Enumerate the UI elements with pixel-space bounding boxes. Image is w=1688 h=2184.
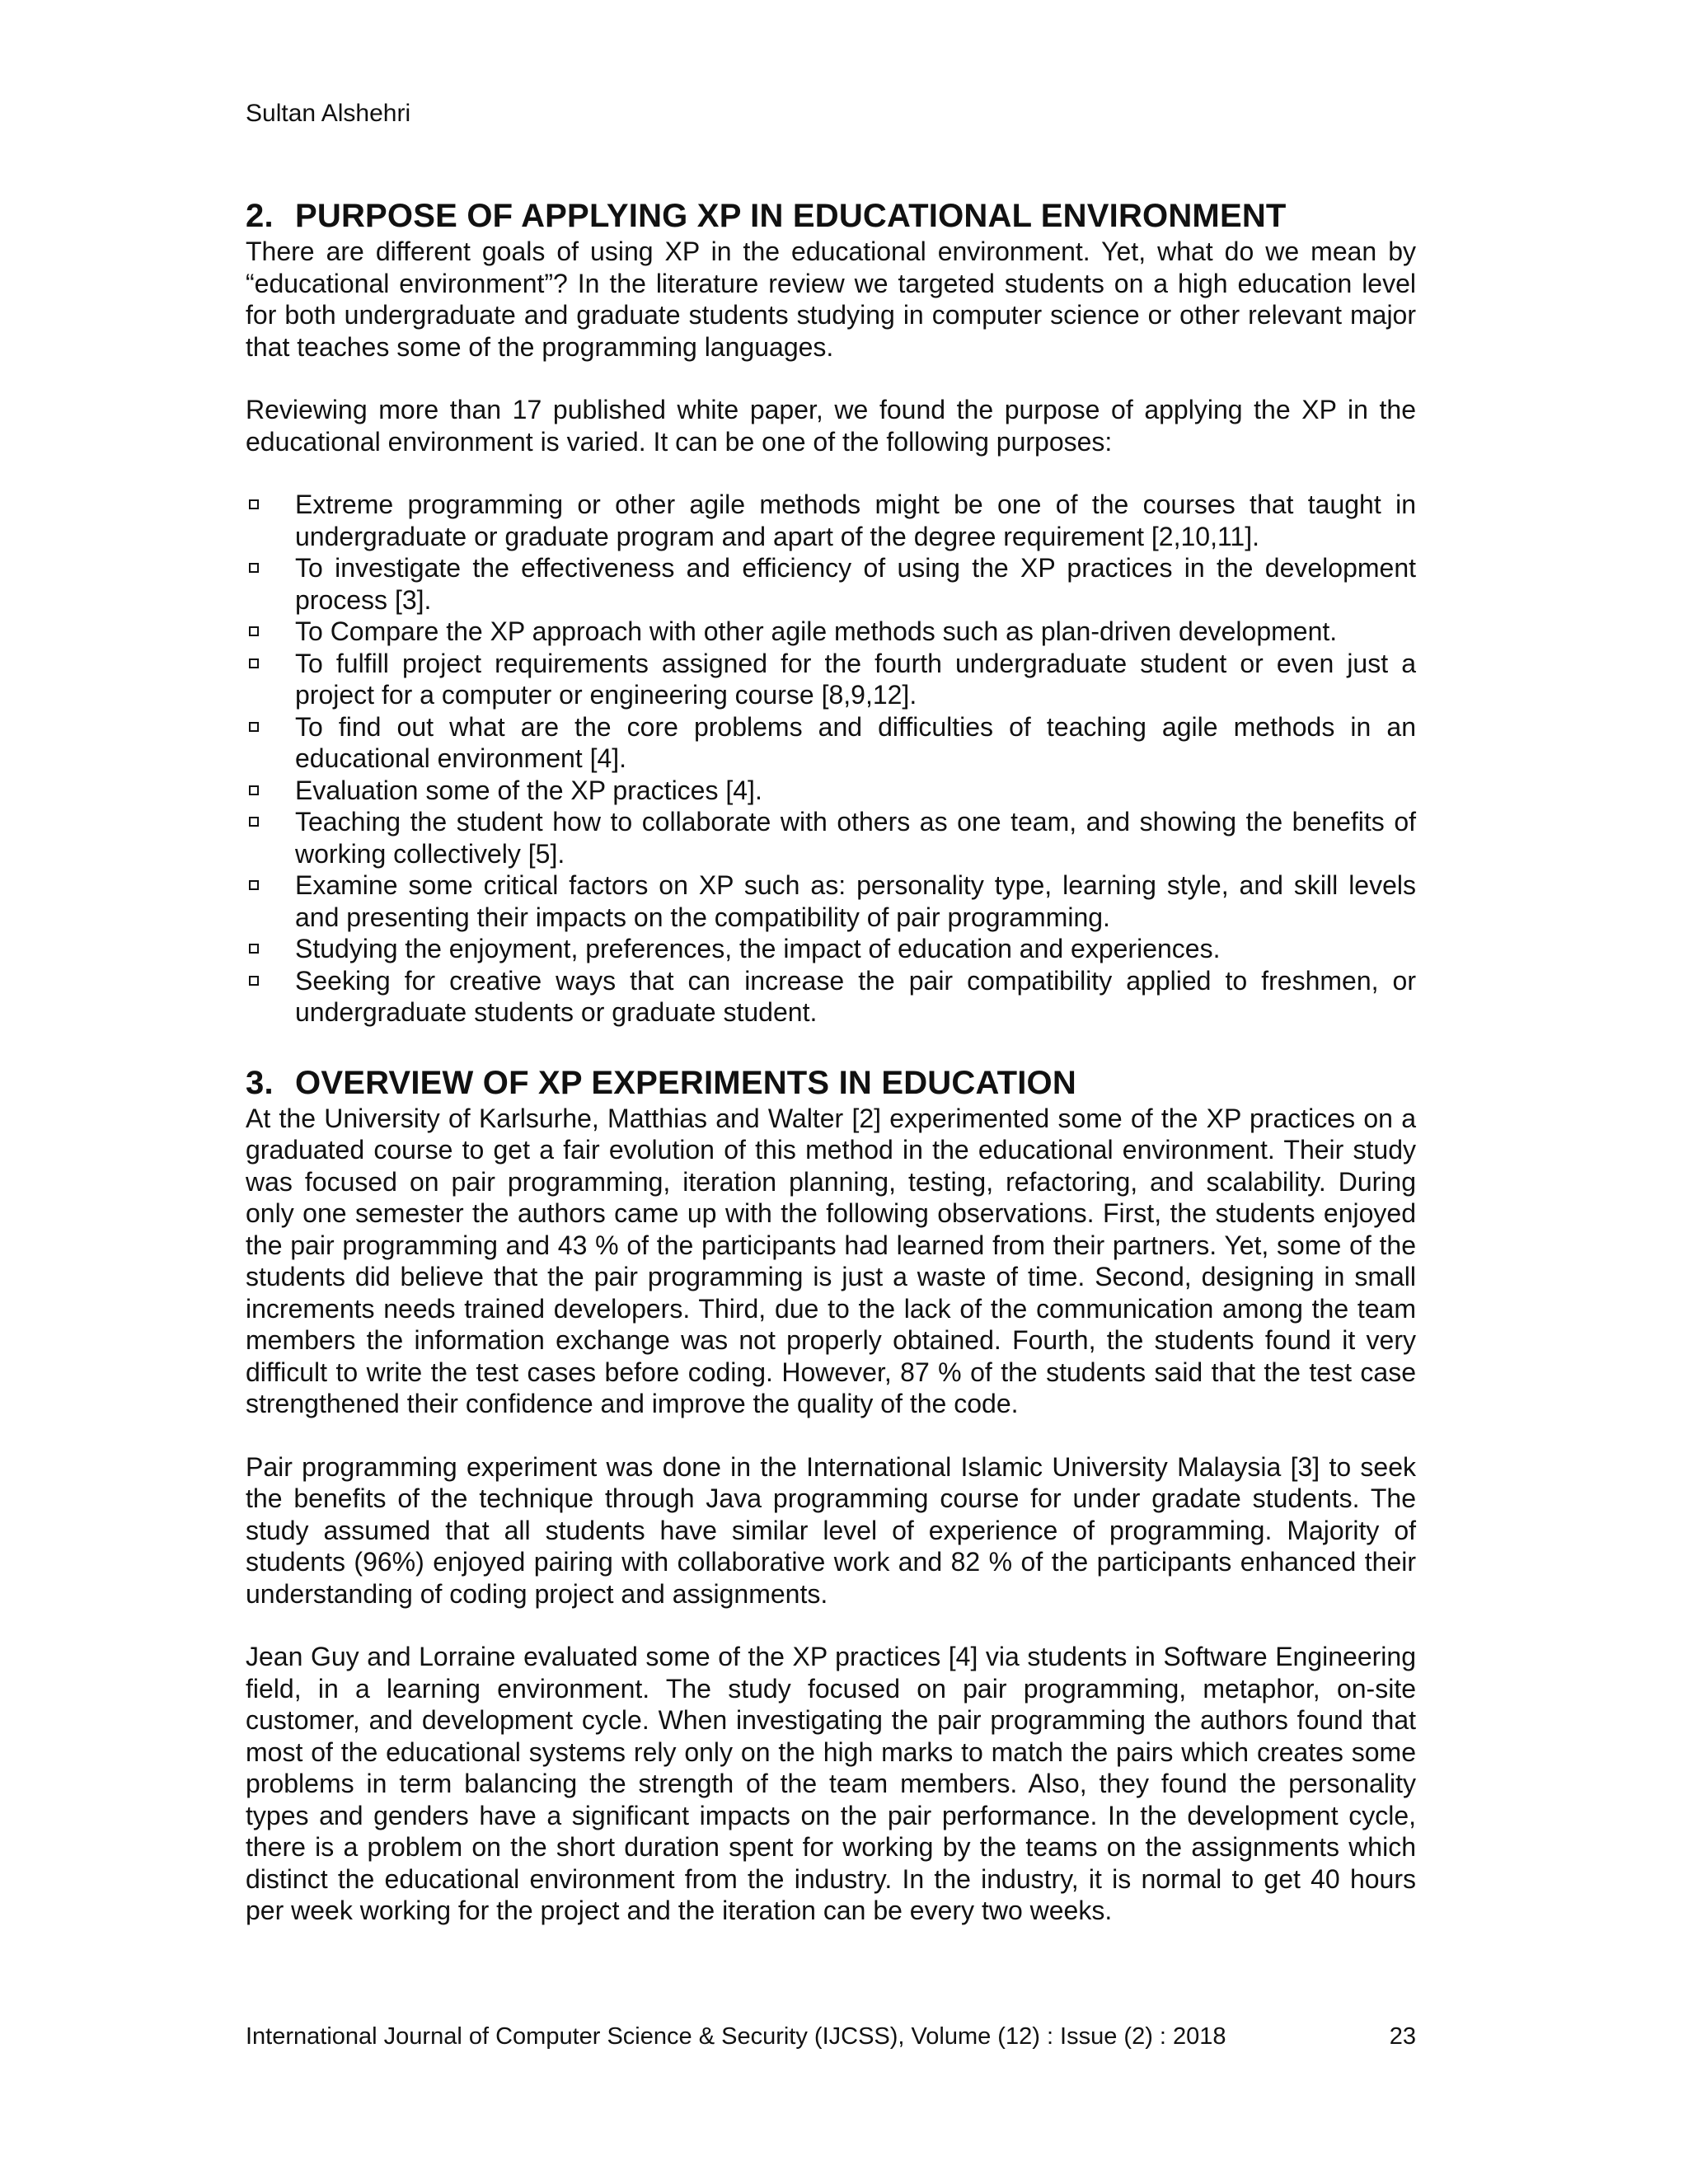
- section-2-number: 2.: [246, 198, 274, 234]
- list-item-text: To Compare the XP approach with other agile methods such as plan-driven development.: [295, 616, 1338, 646]
- list-item: [246, 552, 1416, 616]
- page-number: 23: [1389, 2023, 1416, 2050]
- list-item-text: Teaching the student how to collaborate with others as one team, and showing the benefits of working collectively [5].: [295, 807, 1416, 869]
- list-item-text: Studying the enjoyment, preferences, the impact of education and experiences.: [295, 934, 1221, 963]
- section-3-heading: [246, 1063, 1416, 1103]
- list-item: [246, 965, 1416, 1029]
- checkbox-bullet-icon: [249, 880, 259, 890]
- checkbox-bullet-icon: [249, 626, 259, 636]
- section-3-paragraph-3: Jean Guy and Lorraine evaluated some of the XP practices [4] via students in Software Engineering field, in a learning environment. The study focused on pair programming, metaphor, on-site customer, and development cycle. When investigating the pair programming the authors found that most of the educational systems rely only on the high marks to match the pairs which creates some problems in term balancing the strength of the team members. Also, they found the personality types and genders have a significant impacts on the pair performance. In the development cycle, there is a problem on the short duration spent for working by the teams on the assignments which distinct the educational environment from the industry. In the industry, it is normal to get 40 hours per week working for the project and the iteration can be every two weeks.: [246, 1642, 1416, 1925]
- list-item-text: To investigate the effectiveness and efficiency of using the XP practices in the development process [3].: [295, 553, 1416, 615]
- list-item-text: Seeking for creative ways that can increase the pair compatibility applied to freshmen, or undergraduate students or graduate student.: [295, 965, 1416, 1027]
- list-item: [246, 616, 1416, 648]
- section-3-paragraph-2: Pair programming experiment was done in the International Islamic University Malaysia [3] to seek the benefits of the technique through Java programming course for under gradate students. The study assumed that all students have similar level of experience of programming. Majority of students (96%) enjoyed pairing with collaborative work and 82 % of the participants enhanced their understanding of coding project and assignments.: [246, 1451, 1416, 1609]
- checkbox-bullet-icon: [249, 499, 259, 509]
- list-item: [246, 806, 1416, 869]
- section-3-title: OVERVIEW OF XP EXPERIMENTS IN EDUCATION: [295, 1064, 1076, 1101]
- section-2-title: PURPOSE OF APPLYING XP IN EDUCATIONAL ENVIRONMENT: [295, 198, 1287, 234]
- section-3-number: 3.: [246, 1064, 274, 1101]
- list-item-text: Evaluation some of the XP practices [4].: [295, 775, 762, 805]
- checkbox-bullet-icon: [249, 817, 259, 827]
- purpose-list: [246, 489, 1416, 1029]
- running-head-author: Sultan Alshehri: [246, 100, 411, 127]
- list-item: [246, 933, 1416, 965]
- section-2-paragraph-1: There are different goals of using XP in the educational environment. Yet, what do we mean by “educational environment”? In the literature review we targeted students on a high education level for both undergraduate and graduate students studying in computer science or other relevant major that teaches some of the programming languages.: [246, 237, 1416, 362]
- list-item-text: To find out what are the core problems and difficulties of teaching agile methods in an educational environment [4].: [295, 711, 1416, 773]
- section-3-paragraph-1: At the University of Karlsurhe, Matthias and Walter [2] experimented some of the XP practices on a graduated course to get a fair evolution of this method in the educational environment. Their study was focused on pair programming, iteration planning, testing, refactoring, and scalability. During only one semester the authors came up with the following observations. First, the students enjoyed the pair programming and 43 % of the participants had learned from their partners. Yet, some of the students did believe that the pair programming is just a waste of time. Second, designing in small increments needs trained developers. Third, due to the lack of the communication among the team members the information exchange was not properly obtained. Fourth, the students found it very difficult to write the test cases before coding. However, 87 % of the students said that the test case strengthened their confidence and improve the quality of the code.: [246, 1103, 1416, 1418]
- list-item: [246, 489, 1416, 552]
- list-item: [246, 869, 1416, 933]
- list-item-text: To fulfill project requirements assigned for the fourth undergraduate student or even just a project for a computer or engineering course [8,9,12].: [295, 648, 1416, 710]
- list-item: [246, 775, 1416, 807]
- checkbox-bullet-icon: [249, 944, 259, 954]
- footer-journal-citation: International Journal of Computer Science & Security (IJCSS), Volume (12) : Issue (2) : 2018: [246, 2023, 1226, 2050]
- section-2-paragraph-2: Reviewing more than 17 published white paper, we found the purpose of applying the XP in the educational environment is varied. It can be one of the following purposes:: [246, 395, 1416, 457]
- checkbox-bullet-icon: [249, 785, 259, 795]
- page-body: [246, 196, 1416, 1927]
- checkbox-bullet-icon: [249, 563, 259, 573]
- section-2-heading: [246, 196, 1416, 236]
- checkbox-bullet-icon: [249, 658, 259, 668]
- list-item: [246, 711, 1416, 775]
- list-item-text: Extreme programming or other agile methods might be one of the courses that taught in undergraduate or graduate program and apart of the degree requirement [2,10,11].: [295, 490, 1416, 551]
- list-item: [246, 648, 1416, 711]
- checkbox-bullet-icon: [249, 722, 259, 732]
- list-item-text: Examine some critical factors on XP such as: personality type, learning style, and skill levels and presenting their impacts on the compatibility of pair programming.: [295, 870, 1416, 932]
- checkbox-bullet-icon: [249, 976, 259, 986]
